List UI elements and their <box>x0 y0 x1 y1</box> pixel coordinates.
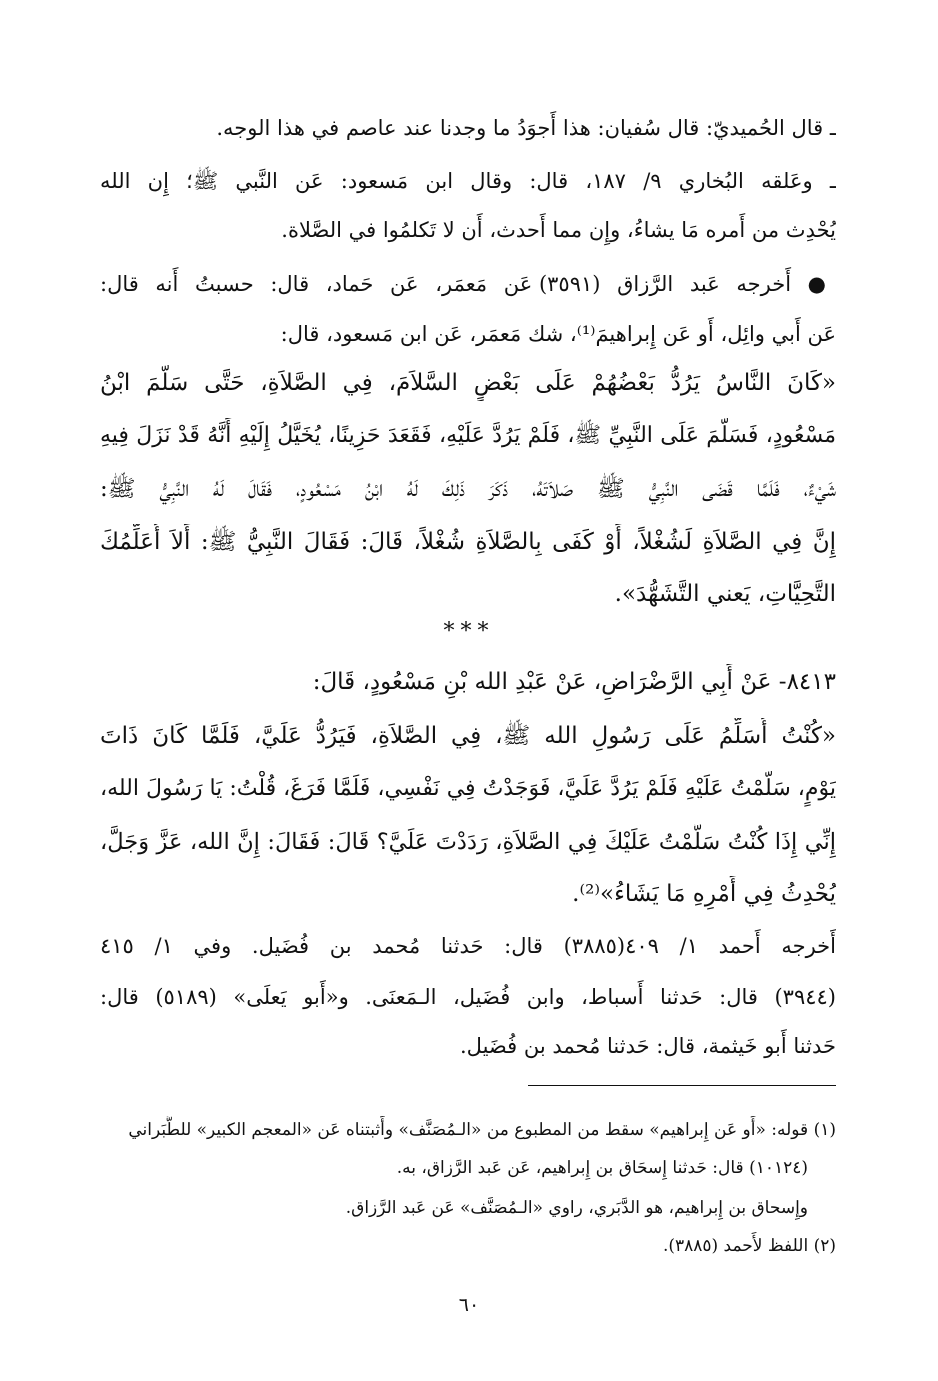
footnote-line: (٢) اللفظ لأَحمد (٣٨٨٥). <box>662 1236 836 1256</box>
hadith-text-line: شَيْءٌ، فَلَمَّا قَضَى النَّبِيُّ ﷺ صَلاَتَهُ، ذَكَرَ ذَلِكَ لَهُ ابْنُ مَسْعُودٍ، فَقَالَ لَهُ النَّبِيُّ ﷺ: <box>100 476 836 502</box>
footnote-divider <box>528 1085 836 1086</box>
footnote-line: (١) قوله: «أَو عَن إِبراهيم» سقط من المطبوع من «الـمُصَنَّف» وأَثبتناه عَن «المعجم الكبير» للطَّبَراني <box>128 1120 836 1140</box>
hadith-text-line: مَسْعُودٍ، فَسَلَّمَ عَلَى النَّبِيِّ ﷺ، فَلَمْ يَرُدَّ عَلَيْهِ، فَقَعَدَ حَزِينًا، يُخَيَّلُ إِلَيْهِ أَنَّهُ قَدْ نَزَلَ فِيهِ <box>100 423 836 448</box>
hadith-text-line: يَوْمٍ، سَلَّمْتُ عَلَيْهِ فَلَمْ يَرُدَّ عَلَيَّ، فَوَجَدْتُ فِي نَفْسِي، فَلَمَّا فَرَغَ، قُلْتُ: يَا رَسُولَ الله، <box>100 776 836 801</box>
hadith-text-line: إِنَّ فِي الصَّلاَةِ لَشُغْلاً، أَوْ كَفَى بِالصَّلاَةِ شُغْلاً، قَالَ: فَقَالَ النَّبِيُّ ﷺ: أَلاَ أُعَلِّمُكَ <box>100 529 836 555</box>
takhrij-line: حَدثنا أَبو خَيثمة، قال: حَدثنا مُحمد بن فُضَيل. <box>460 1034 836 1058</box>
hadith-text-line: التَّحِيَّاتِ، يَعني التَّشَهُّدَ». <box>614 581 836 607</box>
hadith-text-line: يُحْدِثُ فِي أَمْرِهِ مَا يَشَاءُ»⁽²⁾. <box>572 881 836 907</box>
takhrij-line: أَخرجه أَحمد ١/ ٤٠٩(٣٨٨٥) قال: حَدثنا مُحمد بن فُضَيل. وفي ١/ ٤١٥ <box>100 934 836 958</box>
takhrij-line: عَن أَبي وائِل، أَو عَن إِبراهيمَ⁽¹⁾، شك مَعمَر، عَن ابن مَسعود، قال: <box>280 322 836 346</box>
commentary-line: ـ وعَلقه البُخاري ٩/ ١٨٧، قال: وقال ابن مَسعود: عَن النَّبي ﷺ؛ إِن الله <box>100 169 836 193</box>
hadith-text-line: إِنِّي إِذَا كُنْتُ سَلَّمْتُ عَلَيْكَ فِي الصَّلاَةِ، رَدَدْتَ عَلَيَّ؟ قَالَ: فَقَالَ: إِنَّ الله، عَزَّ وَجَلَّ، <box>100 829 836 855</box>
commentary-line: ـ قال الحُميديّ: قال سُفيان: هذا أَجوَدُ ما وجدنا عند عاصم في هذا الوجه. <box>216 116 836 140</box>
section-separator: *** <box>443 619 495 644</box>
hadith-text-line: «كُنْتُ أُسَلِّمُ عَلَى رَسُولِ الله ﷺ، فِي الصَّلاَةِ، فَيَرُدُّ عَلَيَّ، فَلَمَّا كَانَ ذَاتَ <box>100 723 836 749</box>
page-number: ٦٠ <box>458 1294 480 1316</box>
takhrij-line: (٣٩٤٤) قال: حَدثنا أَسباط، وابن فُضَيل، الـمَعنَى. و«أَبو يَعلَى» (٥١٨٩) قال: <box>100 985 836 1009</box>
hadith-text-line: «كَانَ النَّاسُ يَرُدُّ بَعْضُهُمْ عَلَى بَعْضٍ السَّلاَمَ، فِي الصَّلاَةِ، حَتَّى سَلَّمَ ابْنُ <box>100 370 836 396</box>
takhrij-line: ● أَخرجه عَبد الرَّزاق (٣٥٩١) عَن مَعمَر، عَن حَماد، قال: حسبتُ أَنه قال: <box>100 272 836 296</box>
footnote-line: وإِسحاق بن إِبراهيم، هو الدَّبَري، راوي «الـمُصَنَّف» عَن عَبد الرَّزاق. <box>345 1198 808 1218</box>
footnote-line: (١٠١٢٤) قال: حَدثنا إِسحَاق بن إِبراهيم، عَن عَبد الرَّزاق، به. <box>396 1158 808 1178</box>
hadith-heading: ٨٤١٣- عَنْ أَبِي الرَّضْرَاضِ، عَنْ عَبْدِ الله بْنِ مَسْعُودٍ، قَالَ: <box>312 669 836 695</box>
commentary-line: يُحْدِث من أَمره مَا يشاءُ، وإِن مما أَحدث، أَن لا تَكلمُوا في الصَّلاة. <box>281 218 836 242</box>
